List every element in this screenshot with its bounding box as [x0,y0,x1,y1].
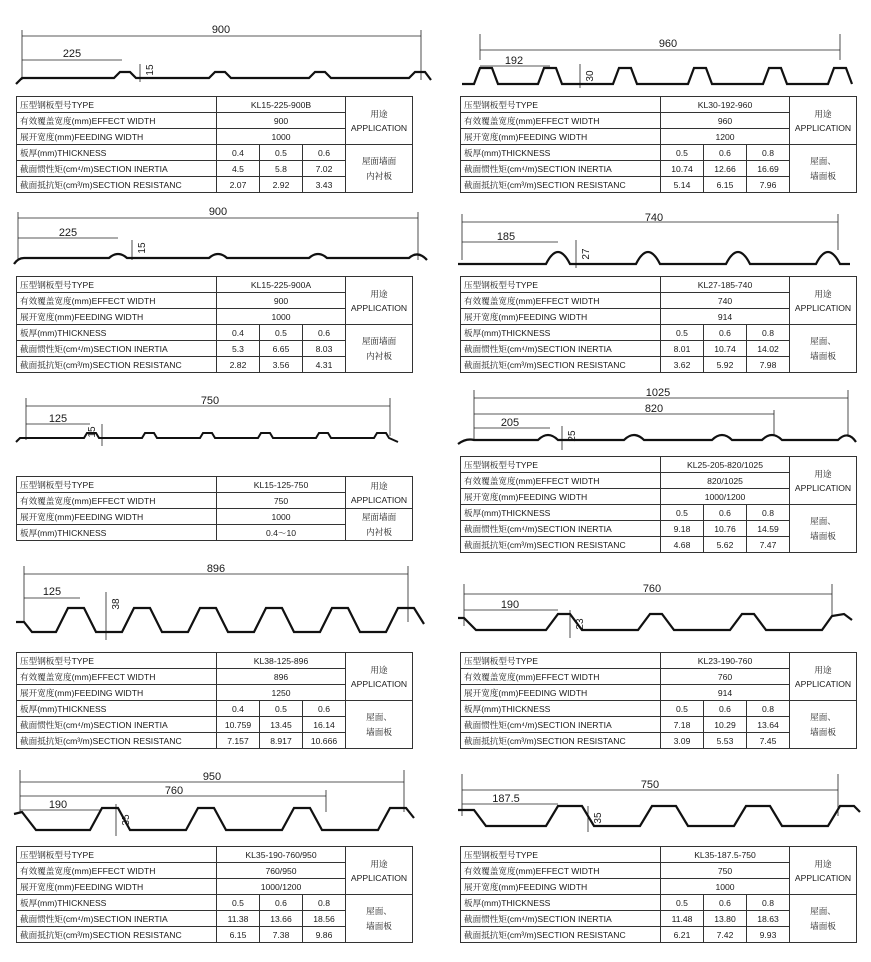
dim-total: 740 [644,212,664,224]
application-header [346,477,413,509]
label-thickness: 板厚(mm)THICKNESS [17,701,217,717]
dim-height: 27 [581,248,592,260]
thickness-value: 0.6 [260,895,303,911]
dim-total: 1025 [645,387,671,399]
dim-pitch: 225 [58,227,78,239]
usage-text: 屋面墙面 内衬板 [346,145,413,193]
dim-total: 950 [202,771,222,783]
thickness-value: 0.5 [661,145,704,161]
thickness-value: 0.8 [747,701,790,717]
panel-kl23-190-760 [458,580,858,752]
label-effect-width: 有效覆盖宽度(mm)EFFECT WIDTH [461,113,661,129]
label-section-resistance: 截面抵抗矩(cm³/m)SECTION RESISTANC [17,357,217,373]
resist-value: 9.86 [303,927,346,943]
thickness-value: 0.8 [747,895,790,911]
inertia-value: 7.02 [303,161,346,177]
thickness-value: 0.8 [747,505,790,521]
dim-height: 15 [145,64,156,76]
label-thickness: 板厚(mm)THICKNESS [17,145,217,161]
label-thickness: 板厚(mm)THICKNESS [461,701,661,717]
thickness-value: 0.6 [704,325,747,341]
label-section-inertia: 截面惯性矩(cm⁴/m)SECTION INERTIA [461,717,661,733]
inertia-value: 13.45 [260,717,303,733]
label-thickness: 板厚(mm)THICKNESS [461,895,661,911]
inertia-value: 14.02 [747,341,790,357]
resist-value: 5.92 [704,357,747,373]
resist-value: 5.62 [704,537,747,553]
inertia-value: 4.5 [217,161,260,177]
inertia-value: 18.63 [747,911,790,927]
inertia-value: 10.74 [661,161,704,177]
label-feeding-width: 展开宽度(mm)FEEDING WIDTH [461,879,661,895]
dim-pitch: 225 [62,48,82,60]
label-type: 压型钢板型号TYPE [17,97,217,113]
label-thickness: 板厚(mm)THICKNESS [461,325,661,341]
label-effect-width: 有效覆盖宽度(mm)EFFECT WIDTH [17,113,217,129]
dim-height: 25 [567,430,578,442]
label-section-resistance: 截面抵抗矩(cm³/m)SECTION RESISTANC [17,927,217,943]
label-feeding-width: 展开宽度(mm)FEEDING WIDTH [17,879,217,895]
dim-height: 30 [585,70,596,82]
resist-value: 6.15 [217,927,260,943]
label-section-inertia: 截面惯性矩(cm⁴/m)SECTION INERTIA [461,911,661,927]
panel-kl15-125-750 [14,392,414,542]
panel-kl15-225-900b [14,20,414,196]
spec-table [460,652,857,749]
label-feeding-width: 展开宽度(mm)FEEDING WIDTH [461,309,661,325]
profile-drawing [14,562,434,652]
application-header [790,277,857,325]
inertia-value: 7.18 [661,717,704,733]
resist-value: 7.38 [260,927,303,943]
resist-value: 8.917 [260,733,303,749]
sheet-profile [16,433,398,442]
application-cn: 用途 [370,288,388,299]
resist-value: 2.92 [260,177,303,193]
profile-drawing [458,210,868,276]
inertia-value: 13.66 [260,911,303,927]
label-feeding-width: 展开宽度(mm)FEEDING WIDTH [17,309,217,325]
dim-total: 750 [640,779,660,791]
application-cn: 用途 [370,480,388,491]
spec-table [16,476,413,541]
profile-drawing [14,202,434,276]
inertia-value: 13.64 [747,717,790,733]
label-effect-width: 有效覆盖宽度(mm)EFFECT WIDTH [461,669,661,685]
thickness-value: 0.4 [217,701,260,717]
profile-drawing [14,20,434,96]
sheet-profile [16,72,431,84]
application-en: APPLICATION [794,678,852,689]
label-thickness: 板厚(mm)THICKNESS [17,525,217,541]
application-header [790,847,857,895]
label-thickness: 板厚(mm)THICKNESS [461,505,661,521]
usage-text: 屋面、 墙面板 [790,325,857,373]
effect-width-value: 750 [217,493,346,509]
label-section-inertia: 截面惯性矩(cm⁴/m)SECTION INERTIA [17,161,217,177]
spec-table [16,96,413,193]
label-thickness: 板厚(mm)THICKNESS [17,325,217,341]
type-value: KL35-187.5-750 [661,847,790,863]
thickness-value: 0.5 [217,895,260,911]
spec-table [16,652,413,749]
type-value: KL23-190-760 [661,653,790,669]
label-section-inertia: 截面惯性矩(cm⁴/m)SECTION INERTIA [17,911,217,927]
effect-width-value: 900 [217,113,346,129]
dim-height: 38 [111,598,122,610]
thickness-value: 0.6 [704,701,747,717]
spec-table [460,456,857,553]
label-section-resistance: 截面抵抗矩(cm³/m)SECTION RESISTANC [461,733,661,749]
panel-kl35-190-760-950 [14,768,414,954]
inertia-value: 10.759 [217,717,260,733]
thickness-value: 0.6 [704,895,747,911]
inertia-value: 12.66 [704,161,747,177]
panel-kl35-187-5-750 [458,770,858,954]
label-type: 压型钢板型号TYPE [17,653,217,669]
inertia-value: 10.76 [704,521,747,537]
dim-total: 900 [211,24,231,36]
feeding-width-value: 1000/1200 [217,879,346,895]
resist-value: 7.45 [747,733,790,749]
panel-kl38-125-896 [14,562,414,752]
thickness-value: 0.5 [661,701,704,717]
application-header [346,847,413,895]
thickness-value: 0.5 [260,701,303,717]
dim-height: 35 [593,812,604,824]
type-value: KL25-205-820/1025 [661,457,790,473]
profile-drawing [14,768,434,846]
label-section-inertia: 截面惯性矩(cm⁴/m)SECTION INERTIA [17,717,217,733]
label-type: 压型钢板型号TYPE [461,653,661,669]
resist-value: 4.68 [661,537,704,553]
application-header [346,97,413,145]
panel-kl15-225-900a [14,202,414,378]
usage-text: 屋面、 墙面板 [790,701,857,749]
usage-text: 屋面、 墙面板 [790,505,857,553]
label-type: 压型钢板型号TYPE [461,847,661,863]
dim-pitch: 190 [48,799,68,811]
application-en: APPLICATION [350,678,408,689]
inertia-value: 16.14 [303,717,346,733]
profile-drawing [458,770,868,846]
application-header [790,653,857,701]
sheet-profile [462,68,852,84]
feeding-width-value: 1000 [217,309,346,325]
label-effect-width: 有效覆盖宽度(mm)EFFECT WIDTH [17,863,217,879]
resist-value: 9.93 [747,927,790,943]
feeding-width-value: 1000 [217,509,346,525]
application-header [790,97,857,145]
panel-kl30-192-960 [458,30,858,196]
resist-value: 7.42 [704,927,747,943]
label-effect-width: 有效覆盖宽度(mm)EFFECT WIDTH [17,293,217,309]
resist-value: 3.56 [260,357,303,373]
thickness-value: 0.6 [704,505,747,521]
inertia-value: 6.65 [260,341,303,357]
dim-height: 15 [87,426,98,438]
sheet-profile [14,808,414,830]
inertia-value: 8.01 [661,341,704,357]
effect-width-value: 820/1025 [661,473,790,489]
profile-drawing [458,580,868,652]
application-en: APPLICATION [350,122,408,133]
effect-width-value: 760 [661,669,790,685]
feeding-width-value: 914 [661,685,790,701]
usage-text: 屋面、 墙面板 [346,701,413,749]
inertia-value: 10.74 [704,341,747,357]
label-feeding-width: 展开宽度(mm)FEEDING WIDTH [461,489,661,505]
profile-drawing [458,386,868,456]
dim-pitch: 187.5 [492,793,520,805]
type-value: KL15-225-900B [217,97,346,113]
sheet-profile [458,806,860,826]
thickness-value: 0.5 [661,895,704,911]
application-en: APPLICATION [794,482,852,493]
thickness-value: 0.6 [303,145,346,161]
application-en: APPLICATION [350,494,408,505]
application-header [346,653,413,701]
label-section-inertia: 截面惯性矩(cm⁴/m)SECTION INERTIA [461,341,661,357]
feeding-width-value: 914 [661,309,790,325]
effect-width-value: 960 [661,113,790,129]
dim-height: 23 [575,618,586,630]
label-section-resistance: 截面抵抗矩(cm³/m)SECTION RESISTANC [461,357,661,373]
effect-width-value: 896 [217,669,346,685]
thickness-value: 0.4 [217,325,260,341]
inertia-value: 5.3 [217,341,260,357]
resist-value: 5.53 [704,733,747,749]
spec-table [460,276,857,373]
application-cn: 用途 [814,468,832,479]
dim-pitch: 190 [500,599,520,611]
type-value: KL15-125-750 [217,477,346,493]
label-feeding-width: 展开宽度(mm)FEEDING WIDTH [17,509,217,525]
sheet-profile [458,252,850,264]
application-cn: 用途 [814,288,832,299]
label-section-resistance: 截面抵抗矩(cm³/m)SECTION RESISTANC [461,927,661,943]
thickness-value: 0.8 [747,325,790,341]
thickness-value: 0.5 [260,325,303,341]
resist-value: 10.666 [303,733,346,749]
resist-value: 4.31 [303,357,346,373]
inertia-value: 5.8 [260,161,303,177]
application-cn: 用途 [814,108,832,119]
label-type: 压型钢板型号TYPE [17,277,217,293]
type-value: KL30-192-960 [661,97,790,113]
spec-table [460,96,857,193]
label-effect-width: 有效覆盖宽度(mm)EFFECT WIDTH [461,473,661,489]
resist-value: 3.09 [661,733,704,749]
resist-value: 7.96 [747,177,790,193]
application-header [790,457,857,505]
label-feeding-width: 展开宽度(mm)FEEDING WIDTH [17,129,217,145]
label-type: 压型钢板型号TYPE [461,97,661,113]
application-en: APPLICATION [794,122,852,133]
inertia-value: 13.80 [704,911,747,927]
usage-text: 屋面、 墙面板 [790,895,857,943]
thickness-value: 0.5 [661,325,704,341]
application-cn: 用途 [370,108,388,119]
dim-pitch: 192 [504,55,524,67]
inertia-value: 14.59 [747,521,790,537]
thickness-value: 0.5 [661,505,704,521]
dim-total: 896 [206,563,226,575]
type-value: KL38-125-896 [217,653,346,669]
feeding-width-value: 1000 [661,879,790,895]
dim-pitch: 125 [42,586,62,598]
feeding-width-value: 1250 [217,685,346,701]
application-cn: 用途 [370,858,388,869]
sheet-profile [458,435,856,444]
resist-value: 7.47 [747,537,790,553]
label-feeding-width: 展开宽度(mm)FEEDING WIDTH [17,685,217,701]
application-en: APPLICATION [794,302,852,313]
feeding-width-value: 1000/1200 [661,489,790,505]
dim-total: 900 [208,206,228,218]
application-cn: 用途 [814,858,832,869]
effect-width-value: 900 [217,293,346,309]
thickness-value: 0.8 [747,145,790,161]
dim-total: 760 [642,583,662,595]
inertia-value: 10.29 [704,717,747,733]
label-section-inertia: 截面惯性矩(cm⁴/m)SECTION INERTIA [17,341,217,357]
profile-drawing [14,392,414,452]
dim-total: 750 [200,395,220,407]
feeding-width-value: 1000 [217,129,346,145]
sheet-profile [14,254,427,264]
usage-text: 屋面、 墙面板 [790,145,857,193]
type-value: KL35-190-760/950 [217,847,346,863]
application-en: APPLICATION [350,872,408,883]
profile-drawing [458,30,868,96]
resist-value: 3.43 [303,177,346,193]
dim-total: 960 [658,38,678,50]
thickness-value: 0.5 [260,145,303,161]
resist-value: 5.14 [661,177,704,193]
label-effect-width: 有效覆盖宽度(mm)EFFECT WIDTH [461,293,661,309]
label-effect-width: 有效覆盖宽度(mm)EFFECT WIDTH [17,669,217,685]
application-cn: 用途 [814,664,832,675]
dim-pitch: 205 [500,417,520,429]
type-value: KL27-185-740 [661,277,790,293]
sheet-profile [458,614,852,630]
effect-width-value: 760/950 [217,863,346,879]
resist-value: 2.82 [217,357,260,373]
label-section-resistance: 截面抵抗矩(cm³/m)SECTION RESISTANC [461,177,661,193]
inertia-value: 11.38 [217,911,260,927]
label-thickness: 板厚(mm)THICKNESS [461,145,661,161]
label-type: 压型钢板型号TYPE [17,847,217,863]
label-section-resistance: 截面抵抗矩(cm³/m)SECTION RESISTANC [17,733,217,749]
inertia-value: 11.48 [661,911,704,927]
label-type: 压型钢板型号TYPE [461,277,661,293]
thickness-value: 0.6 [303,701,346,717]
inertia-value: 9.18 [661,521,704,537]
label-type: 压型钢板型号TYPE [17,477,217,493]
effect-width-value: 750 [661,863,790,879]
resist-value: 7.98 [747,357,790,373]
feeding-width-value: 1200 [661,129,790,145]
sheet-profile [16,608,424,632]
dim-mid: 820 [644,403,664,415]
usage-text: 屋面、 墙面板 [346,895,413,943]
panel-kl25-205-820-1025 [458,386,858,556]
thickness-value: 0.6 [303,325,346,341]
label-section-inertia: 截面惯性矩(cm⁴/m)SECTION INERTIA [461,161,661,177]
spec-table [16,276,413,373]
usage-text: 屋面墙面 内衬板 [346,325,413,373]
label-section-inertia: 截面惯性矩(cm⁴/m)SECTION INERTIA [461,521,661,537]
dim-pitch: 185 [496,231,516,243]
effect-width-value: 740 [661,293,790,309]
dim-mid: 760 [164,785,184,797]
inertia-value: 16.69 [747,161,790,177]
dim-pitch: 125 [48,413,68,425]
usage-text: 屋面墙面 内衬板 [346,509,413,541]
application-en: APPLICATION [794,872,852,883]
thickness-value: 0.8 [303,895,346,911]
dim-height: 35 [121,814,132,826]
label-section-resistance: 截面抵抗矩(cm³/m)SECTION RESISTANC [461,537,661,553]
application-header [346,277,413,325]
thickness-value: 0.4 [217,145,260,161]
inertia-value: 18.56 [303,911,346,927]
label-section-resistance: 截面抵抗矩(cm³/m)SECTION RESISTANC [17,177,217,193]
label-effect-width: 有效覆盖宽度(mm)EFFECT WIDTH [17,493,217,509]
inertia-value: 8.03 [303,341,346,357]
spec-table [460,846,857,943]
spec-table [16,846,413,943]
label-feeding-width: 展开宽度(mm)FEEDING WIDTH [461,685,661,701]
resist-value: 3.62 [661,357,704,373]
label-feeding-width: 展开宽度(mm)FEEDING WIDTH [461,129,661,145]
label-type: 压型钢板型号TYPE [461,457,661,473]
thickness-range-value: 0.4～10 [217,525,346,541]
resist-value: 6.15 [704,177,747,193]
panel-kl27-185-740 [458,210,858,378]
application-en: APPLICATION [350,302,408,313]
label-effect-width: 有效覆盖宽度(mm)EFFECT WIDTH [461,863,661,879]
resist-value: 6.21 [661,927,704,943]
application-cn: 用途 [370,664,388,675]
label-thickness: 板厚(mm)THICKNESS [17,895,217,911]
thickness-value: 0.6 [704,145,747,161]
type-value: KL15-225-900A [217,277,346,293]
resist-value: 7.157 [217,733,260,749]
dim-height: 15 [137,242,148,254]
resist-value: 2.07 [217,177,260,193]
